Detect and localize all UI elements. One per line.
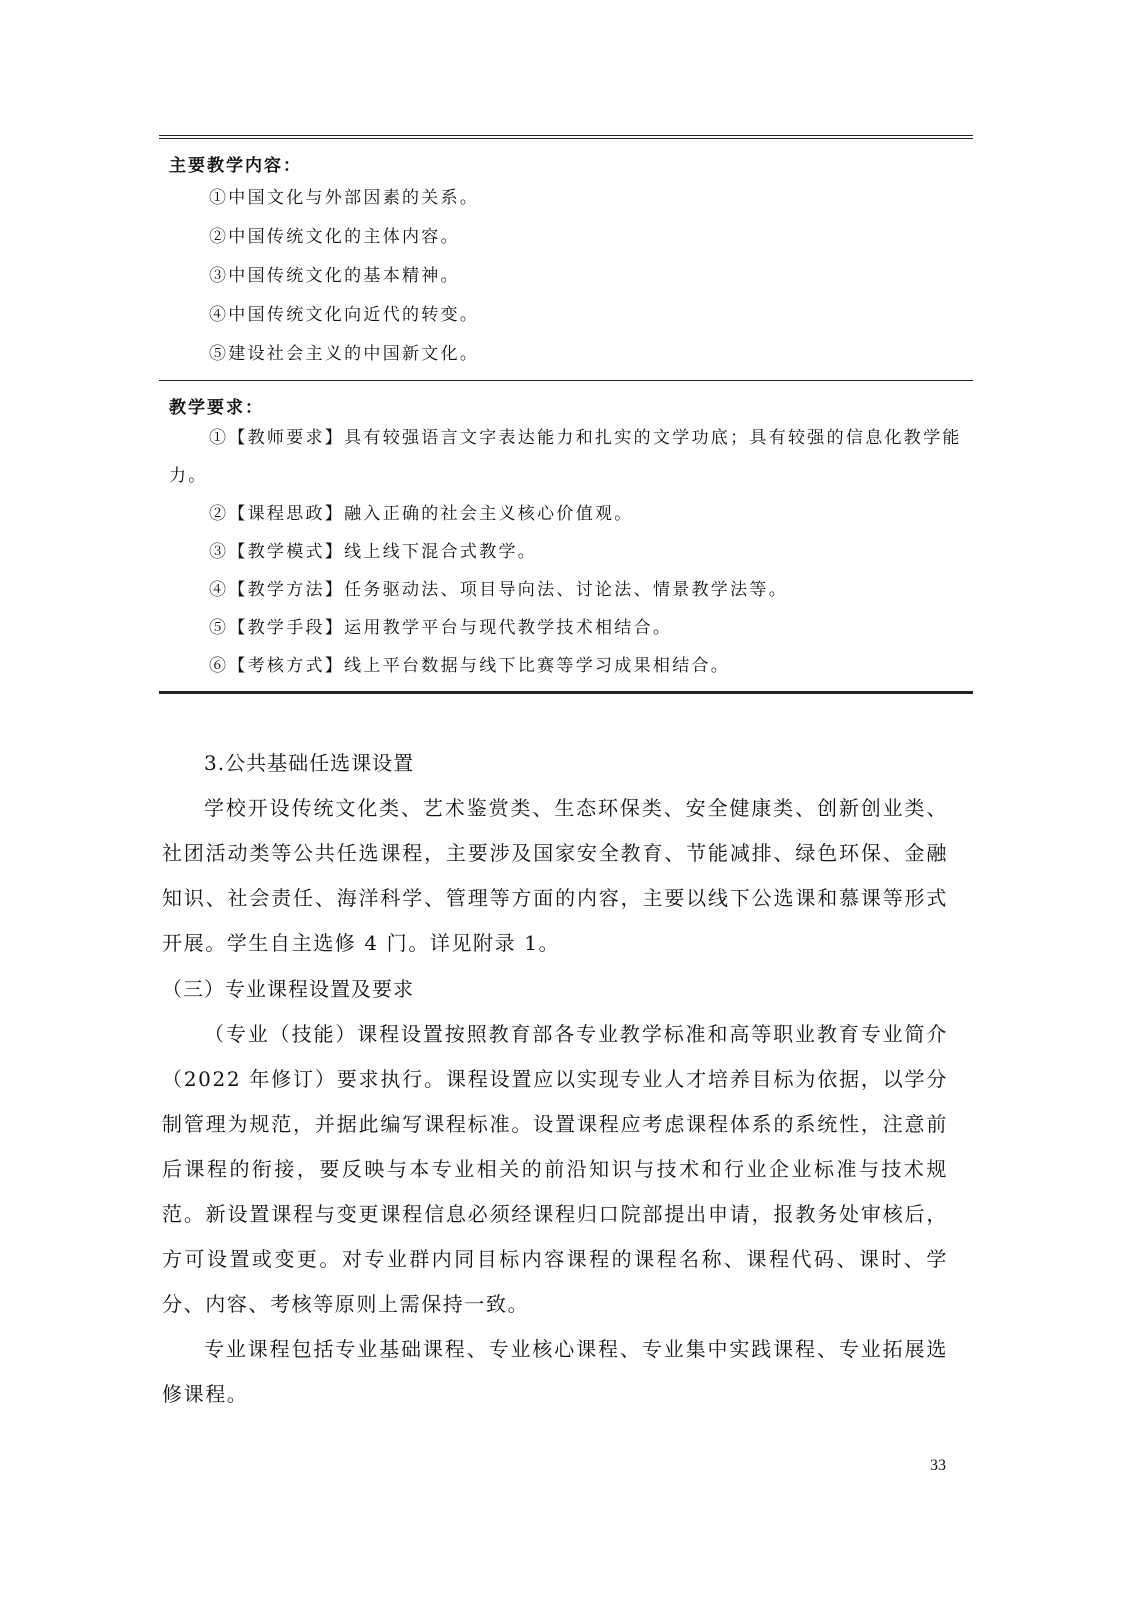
content-item: ④中国传统文化向近代的转变。 [209,305,480,325]
teaching-requirements-title: 教学要求： [169,398,264,418]
content-item: ②中国传统文化的主体内容。 [209,227,460,247]
content-item: ①中国文化与外部因素的关系。 [209,188,480,208]
paragraph-professional-course-setup: （专业（技能）课程设置按照教育部各专业教学标准和高等职业教育专业简介（2022 年修订）要求执行。课程设置应以实现专业人才培养目标为依据，以学分制管理为规范，并据此编写课程标准。设置课程应考虑课程体系的系统性，注意前后课程的衔接，要反映与本专业相关的前沿知识与技术和行业企业标准与技术规范。新设置课程与变更课程信息必须经课程归口院部提出申请，报教务处审核后，方可设置或变更。对专业群内同目标内容课程的课程名称、课程代码、课时、学分、内容、考核等原则上需保持一致。 [162,1022,948,1316]
content-item: ⑤建设社会主义的中国新文化。 [209,344,480,364]
teaching-content-title: 主要教学内容： [169,156,302,176]
requirement-item: ②【课程思政】融入正确的社会主义核心价值观。 [209,504,634,524]
paragraph-professional-course-types: 专业课程包括专业基础课程、专业核心课程、专业集中实践课程、专业拓展选修课程。 [162,1337,948,1406]
teaching-requirements-section [159,381,973,691]
requirement-item: ①【教师要求】具有较强语言文字表达能力和扎实的文学功底；具有较强的信息化教学能力。 [169,428,962,486]
content-item: ③中国传统文化的基本精神。 [209,266,460,286]
teaching-content-section [159,139,973,380]
requirement-item: ③【教学模式】线上线下混合式教学。 [209,542,538,562]
page-number: 33 [930,1457,946,1474]
requirement-item: ⑥【考核方式】线上平台数据与线下比赛等学习成果相结合。 [209,656,731,676]
section-heading-3: 3.公共基础任选课设置 [204,751,415,775]
body-text [162,740,948,1417]
section-heading-professional-courses: （三）专业课程设置及要求 [162,977,414,1001]
course-table [159,135,973,694]
requirement-item: ⑤【教学手段】运用教学平台与现代教学技术相结合。 [209,618,673,638]
table-bottom-rule [159,691,973,694]
paragraph-elective-courses: 学校开设传统文化类、艺术鉴赏类、生态环保类、安全健康类、创新创业类、社团活动类等公共任选课程，主要涉及国家安全教育、节能减排、绿色环保、金融知识、社会责任、海洋科学、管理等方面的内容，主要以线下公选课和慕课等形式开展。学生自主选修 4 门。详见附录 1。 [162,796,948,955]
requirement-item: ④【教学方法】任务驱动法、项目导向法、讨论法、情景教学法等。 [209,580,788,600]
